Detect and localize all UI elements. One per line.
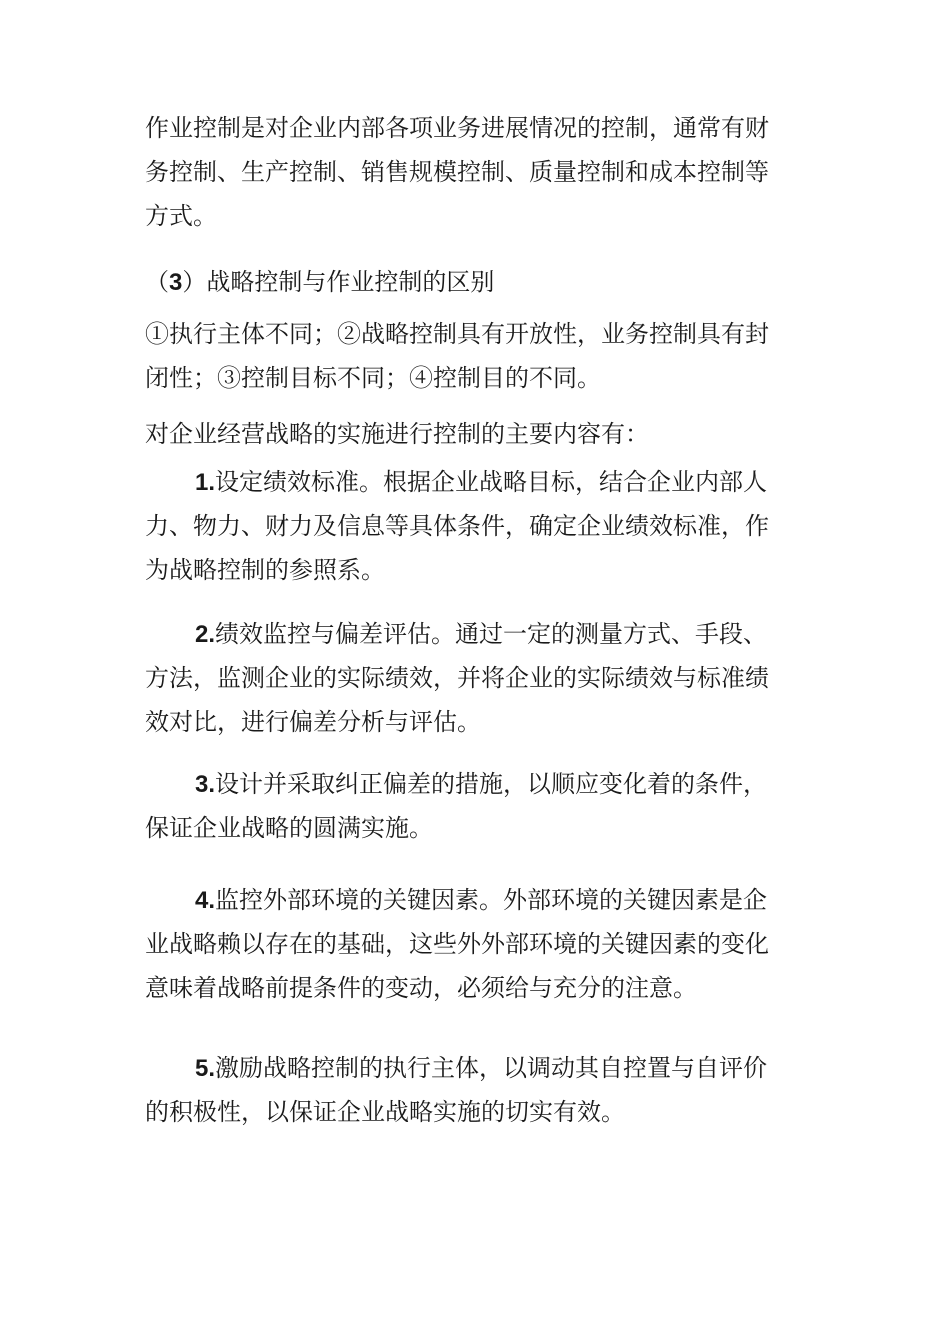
text-line: 效对比，进行偏差分析与评估。 xyxy=(145,708,481,736)
list-item-3 xyxy=(145,762,815,850)
paragraph-operation-control xyxy=(145,106,815,238)
text-line: 作业控制是对企业内部各项业务进展情况的控制，通常有财 xyxy=(145,114,769,142)
text-line: 为战略控制的参照系。 xyxy=(145,556,385,584)
list-item-number: 5. xyxy=(195,1055,216,1082)
heading-prefix: （ xyxy=(145,268,169,296)
text-line: 的积极性，以保证企业战略实施的切实有效。 xyxy=(145,1098,625,1126)
text-line: 务控制、生产控制、销售规模控制、质量控制和成本控制等 xyxy=(145,158,769,186)
text-line: 闭性；③控制目标不同；④控制目的不同。 xyxy=(145,364,601,392)
list-item-first-line xyxy=(145,1046,815,1090)
list-item-text: 设定绩效标准。根据企业战略目标，结合企业内部人 xyxy=(215,468,768,496)
list-item-first-line xyxy=(145,762,815,806)
list-item-2 xyxy=(145,612,815,744)
list-item-first-line xyxy=(145,612,815,656)
list-item-1 xyxy=(145,460,815,592)
section-heading-differences xyxy=(145,260,815,304)
text-line: 保证企业战略的圆满实施。 xyxy=(145,814,433,842)
heading-text: ）战略控制与作业控制的区别 xyxy=(182,268,495,296)
list-item-text: 监控外部环境的关键因素。外部环境的关键因素是企 xyxy=(215,886,768,914)
text-line: 对企业经营战略的实施进行控制的主要内容有： xyxy=(145,420,649,448)
list-item-first-line xyxy=(145,878,815,922)
paragraph-main-content-intro xyxy=(145,412,815,456)
heading-number: 3 xyxy=(169,269,183,296)
list-item-number: 4. xyxy=(195,887,216,914)
list-item-text: 激励战略控制的执行主体，以调动其自控置与自评价 xyxy=(215,1054,768,1082)
text-line: 方式。 xyxy=(145,202,217,230)
list-item-text: 设计并采取纠正偏差的措施，以顺应变化着的条件， xyxy=(215,770,768,798)
text-line: ①执行主体不同；②战略控制具有开放性，业务控制具有封 xyxy=(145,320,769,348)
paragraph-differences-list xyxy=(145,312,815,400)
text-line: 力、物力、财力及信息等具体条件，确定企业绩效标准，作 xyxy=(145,512,769,540)
list-item-text: 绩效监控与偏差评估。通过一定的测量方式、手段、 xyxy=(215,620,768,648)
text-line: 业战略赖以存在的基础，这些外外部环境的关键因素的变化 xyxy=(145,930,769,958)
list-item-4 xyxy=(145,878,815,1010)
list-item-first-line xyxy=(145,460,815,504)
heading-line xyxy=(145,260,815,304)
list-item-number: 3. xyxy=(195,771,216,798)
list-item-number: 1. xyxy=(195,469,216,496)
list-item-5 xyxy=(145,1046,815,1134)
list-item-number: 2. xyxy=(195,621,216,648)
text-line: 意味着战略前提条件的变动，必须给与充分的注意。 xyxy=(145,974,697,1002)
text-line: 方法，监测企业的实际绩效，并将企业的实际绩效与标准绩 xyxy=(145,664,769,692)
